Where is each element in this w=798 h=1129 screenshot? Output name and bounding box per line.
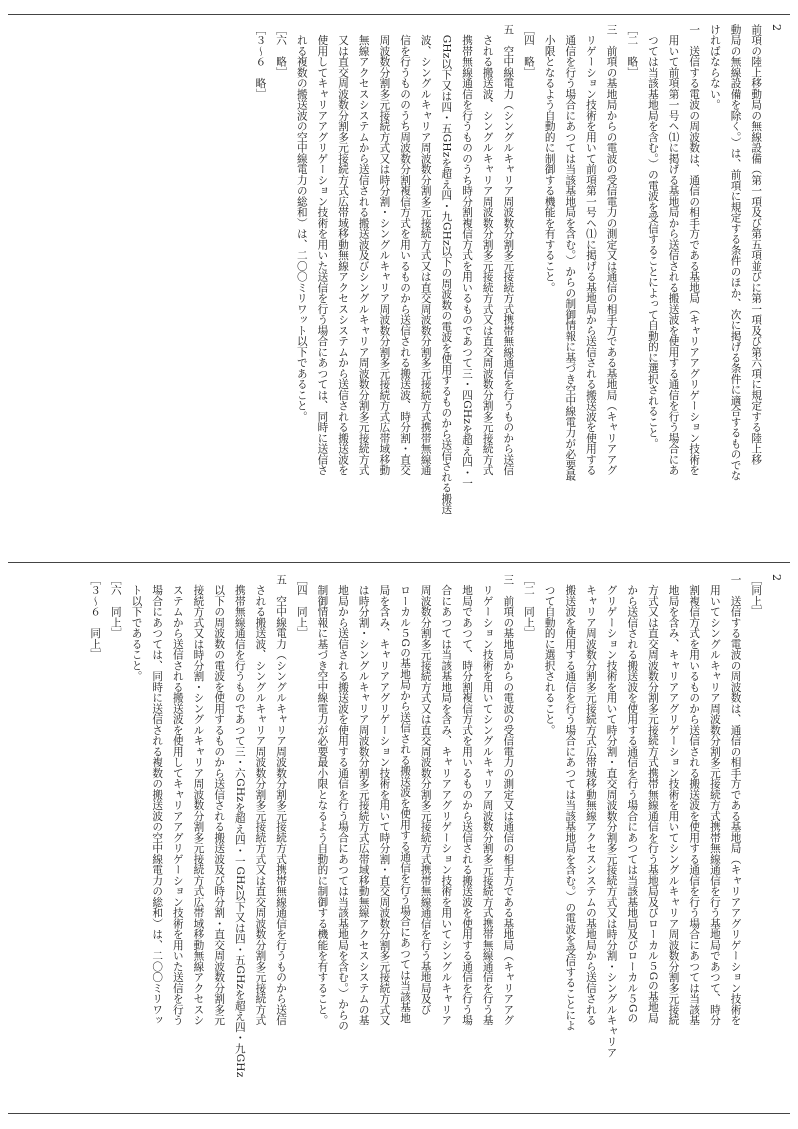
omitted-item: ［四 略］ xyxy=(522,24,535,78)
text-column: 接続方式又は時分割・シングルキャリア周波数分割多元接続方式広帯域移動無線アクセスシ xyxy=(192,574,205,1026)
text-column: 小限となるよう自動的に制御する機能を有すること。 xyxy=(543,24,556,293)
text-column: 通信を行う場合にあつては当該基地局を含む。）からの制御情報に基づき空中線電力が必要最 xyxy=(564,24,577,481)
text-column: リゲーション技術を用いて前項第一号ヘ⑴に掲げる基地局から送信される搬送波を使用する xyxy=(584,24,597,476)
omitted-item: ［二 略］ xyxy=(626,24,639,78)
text-column: 又は直交周波数分割多元接続方式広帯域移動無線アクセスシステムから送信される搬送波を xyxy=(337,24,350,476)
text-column: 携帯無線通信を行うものであつて三・六GHzを超え四・一GHz以下又は四・五GHzを超え四・九GHz xyxy=(233,574,246,1078)
text-column: 搬送波を使用する通信を行う場合にあつては当該基地局を含む。）の電波を受信することによ xyxy=(564,574,577,1031)
text-column: 五 空中線電力（シングルキャリア周波数分割多元接続方式携帯無線通信を行うものから送信 xyxy=(275,574,288,1026)
text-column: 用いて前項第一号ヘ⑴に掲げる基地局から送信される搬送波を使用する通信を行う場合にあ xyxy=(667,24,680,476)
text-column: 一 送信する電波の周波数は、通信の相手方である基地局（キャリアアグリゲーション技術を xyxy=(729,574,742,1026)
text-column: 動局の無線設備を除く。）は、前項に規定する条件のほか、次に掲げる条件に適合するものでな xyxy=(729,24,742,481)
text-column: れる複数の搬送波の空中線電力の総和）は、二〇〇ミリワット以下であること。 xyxy=(295,24,308,422)
text-column: 割複信方式を用いるものから送信される搬送波を使用する通信を行う場合にあつては当該基 xyxy=(688,574,701,1026)
text-column: 周波数分割多元接続方式又は直交周波数分割多元接続方式携帯無線通信を行う基地局及び xyxy=(419,574,432,1015)
text-column: 三 前項の基地局からの電波の受信電力の測定又は通信の相手方である基地局（キャリアアグ xyxy=(605,24,618,476)
text-column: 信を行うもののうち周波数分割複信方式を用いるものから送信される搬送波、時分割・直交 xyxy=(399,24,412,476)
text-column: 方式又は直交周波数分割多元接続方式携帯無線通信を行う基地局及びローカル５Gの基地局 xyxy=(646,574,659,1024)
text-column: 地局であつて、時分割複信方式を用いるものから送信される搬送波を使用する通信を行う場 xyxy=(461,574,474,1026)
revised-text-panel xyxy=(12,24,786,550)
text-column: ければならない。 xyxy=(708,24,721,110)
top-rule xyxy=(8,14,790,15)
text-column: 場合にあつては、同時に送信される複数の搬送波の空中線電力の総和）は、二〇〇ミリワッ xyxy=(151,574,164,1026)
text-column: キャリア周波数分割多元接続方式広帯域移動無線アクセスシステムの基地局から送信される xyxy=(584,574,597,1026)
text-column: 以下の周波数の電波を使用するものから送信される搬送波及び時分割・直交周波数分割多元 xyxy=(213,574,226,1026)
text-column: 前項の陸上移動局の無線設備（第一項及び第五項並びに第一項及び第六項に規定する陸上移 xyxy=(750,24,763,465)
omitted-item: ［六 略］ xyxy=(275,24,288,78)
revised-text-columns xyxy=(250,24,786,550)
text-column: つては当該基地局を含む。）の電波を受信することによって自動的に選択されること。 xyxy=(646,24,659,449)
text-column: ステムから送信される搬送波を使用してキャリアアグリゲーション技術を用いた送信を行う xyxy=(171,574,184,1026)
paragraph-number: 2 xyxy=(770,24,783,32)
text-column: 波、シングルキャリア周波数分割多元接続方式又は直交周波数分割多元接続方式携帯無線通 xyxy=(419,24,432,476)
text-column: 三 前項の基地局からの電波の受信電力の測定又は通信の相手方である基地局（キャリアアグ xyxy=(502,574,515,1026)
text-column: ト以下であること。 xyxy=(130,574,143,682)
text-column: グリゲーション技術を用いて時分割・直交周波数分割多元接続方式又は時分割・シングルキャリア xyxy=(605,574,618,1058)
text-column: 用いてシングルキャリア周波数分割多元接続方式携帯無線通信を行う基地局であつて、時分 xyxy=(708,574,721,1026)
same-as-above-paragraphs: ［３〜６ 同上］ xyxy=(89,574,102,660)
text-column: 地局を含み、キャリアアグリゲーション技術を用いてシングルキャリア周波数分割多元接続 xyxy=(667,574,680,1026)
text-column: 携帯無線通信を行うもののうち時分割複信方式を用いるものであつて三・四GHzを超え四・一 xyxy=(461,24,474,489)
text-column: リゲーション技術を用いてシングルキャリア周波数分割多元接続方式携帯無線通信を行う基 xyxy=(481,574,494,1026)
text-column: 局を含み、キャリアアグリゲーション技術を用いて時分割・直交周波数分割多元接続方式又 xyxy=(378,574,391,1026)
text-column: 周波数分割多元接続方式又は時分割・シングルキャリア周波数分割多元接続方式広帯域移動 xyxy=(378,24,391,476)
text-column: ローカル５Gの基地局から送信される搬送波を使用する通信を行う場合にあつては当該基地 xyxy=(399,574,412,1024)
text-column: 無線アクセスシステムから送信される搬送波及びシングルキャリア周波数分割多元接続方式 xyxy=(357,24,370,476)
text-column: つて自動的に選択されること。 xyxy=(543,574,556,736)
text-column: から送信される搬送波を使用する通信を行う場合にあつては当該基地局及びローカル５Gの xyxy=(626,574,639,1024)
text-column: 一 送信する電波の周波数は、通信の相手方である基地局（キャリアアグリゲーション技術を xyxy=(688,24,701,476)
text-column: 合にあつては当該基地局を含み、キャリアアグリゲーション技術を用いてシングルキャリア xyxy=(440,574,453,1026)
text-column: 五 空中線電力（シングルキャリア周波数分割多元接続方式携帯無線通信を行うものから送信 xyxy=(502,24,515,476)
omitted-paragraphs: ［３〜６ 略］ xyxy=(254,24,267,100)
text-column: 使用してキャリアアグリゲーション技術を用いた送信を行う場合にあつては、同時に送信さ xyxy=(316,24,329,476)
current-text-columns xyxy=(85,574,786,1104)
text-column: される搬送波、シングルキャリア周波数分割多元接続方式又は直交周波数分割多元接続方式 xyxy=(254,574,267,1026)
bottom-rule xyxy=(8,1113,790,1114)
same-as-above-item: ［六 同上］ xyxy=(109,574,122,639)
middle-rule xyxy=(8,562,790,563)
same-as-above-note: ［同上］ xyxy=(750,574,763,617)
same-as-above-item: ［二 同上］ xyxy=(522,574,535,639)
text-column: 制御情報に基づき空中線電力が必要最小限となるよう自動的に制御する機能を有すること。 xyxy=(316,574,329,1026)
text-column: GHz以下又は四・五GHzを超え四・九GHz以下の周波数の電波を使用するものから送信される搬送 xyxy=(440,24,453,515)
paragraph-number: 2 xyxy=(770,574,783,582)
current-text-panel xyxy=(12,574,786,1104)
text-column: は時分割・シングルキャリア周波数分割多元接続方式広帯域移動無線アクセスシステムの基 xyxy=(357,574,370,1026)
same-as-above-item: ［四 同上］ xyxy=(295,574,308,639)
text-column: される搬送波、シングルキャリア周波数分割多元接続方式又は直交周波数分割多元接続方式 xyxy=(481,24,494,476)
text-column: 地局から送信される搬送波を使用する通信を行う場合にあつては当該基地局を含む。）からの xyxy=(337,574,350,1031)
